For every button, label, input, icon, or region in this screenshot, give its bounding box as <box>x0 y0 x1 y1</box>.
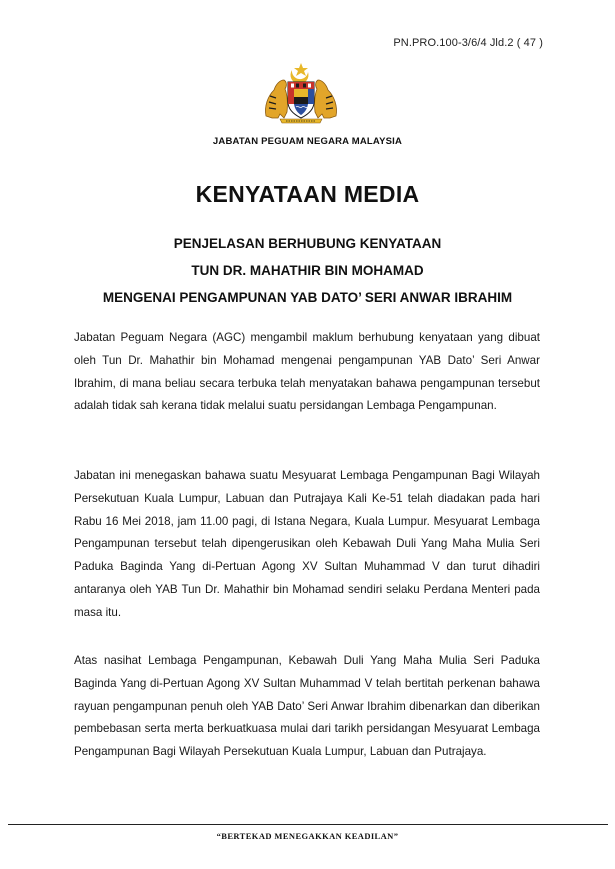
subtitle-line-2: TUN DR. MAHATHIR BIN MOHAMAD <box>191 263 424 278</box>
malaysia-coat-of-arms-icon <box>260 62 342 126</box>
agency-name: JABATAN PEGUAM NEGARA MALAYSIA <box>212 136 403 147</box>
subtitle-line-3: MENGENAI PENGAMPUNAN YAB DATO’ SERI ANWAR IBRAHIM <box>102 290 513 305</box>
document-title: KENYATAAN MEDIA <box>195 181 420 207</box>
body-paragraph-2: Jabatan ini menegaskan bahawa suatu Mesyuarat Lembaga Pengampunan Bagi Wilayah Persekutuan Kuala Lumpur, Labuan dan Putrajaya Kali Ke-51 telah diadakan pada hari Rabu 16 Mei 2018, jam 11.00 pagi, di Istana Negara, Kuala Lumpur. Mesyuarat Lembaga Pengampunan tersebut telah dipengerusikan oleh Kebawah Duli Yang Maha Mulia Seri Paduka Baginda Yang di-Pertuan Agong XV Sultan Muhammad V dan turut dihadiri antaranya oleh YAB Tun Dr. Mahathir bin Mohamad sendiri selaku Perdana Menteri pada masa itu. <box>74 469 540 619</box>
subtitle-line-1: PENJELASAN BERHUBUNG KENYATAAN <box>173 236 442 251</box>
body-paragraph-3: Atas nasihat Lembaga Pengampunan, Kebawah Duli Yang Maha Mulia Seri Paduka Baginda Yang di-Pertuan Agong XV Sultan Muhammad V telah bertitah perkenan bahawa rayuan pengampunan penuh oleh YAB Dato’ Seri Anwar Ibrahim dibenarkan dan diberikan pembebasan serta merta berkuatkuasa mulai dari tarikh persidangan Mesyuarat Lembaga Pengampunan Bagi Wilayah Persekutuan Kuala Lumpur, Labuan dan Putrajaya. <box>74 654 540 759</box>
footer-divider <box>8 824 608 825</box>
reference-number: PN.PRO.100-3/6/4 Jld.2 ( 47 ) <box>393 37 543 49</box>
footer-motto: “BERTEKAD MENEGAKKAN KEADILAN” <box>216 831 399 841</box>
body-paragraph-1: Jabatan Peguam Negara (AGC) mengambil maklum berhubung kenyataan yang dibuat oleh Tun Dr. Mahathir bin Mohamad mengenai pengampunan YAB Dato’ Seri Anwar Ibrahim, di mana beliau secara terbuka telah menyatakan bahawa pengampunan tersebut adalah tidak sah kerana tidak melalui suatu persidangan Lembaga Pengampunan. <box>74 331 540 413</box>
